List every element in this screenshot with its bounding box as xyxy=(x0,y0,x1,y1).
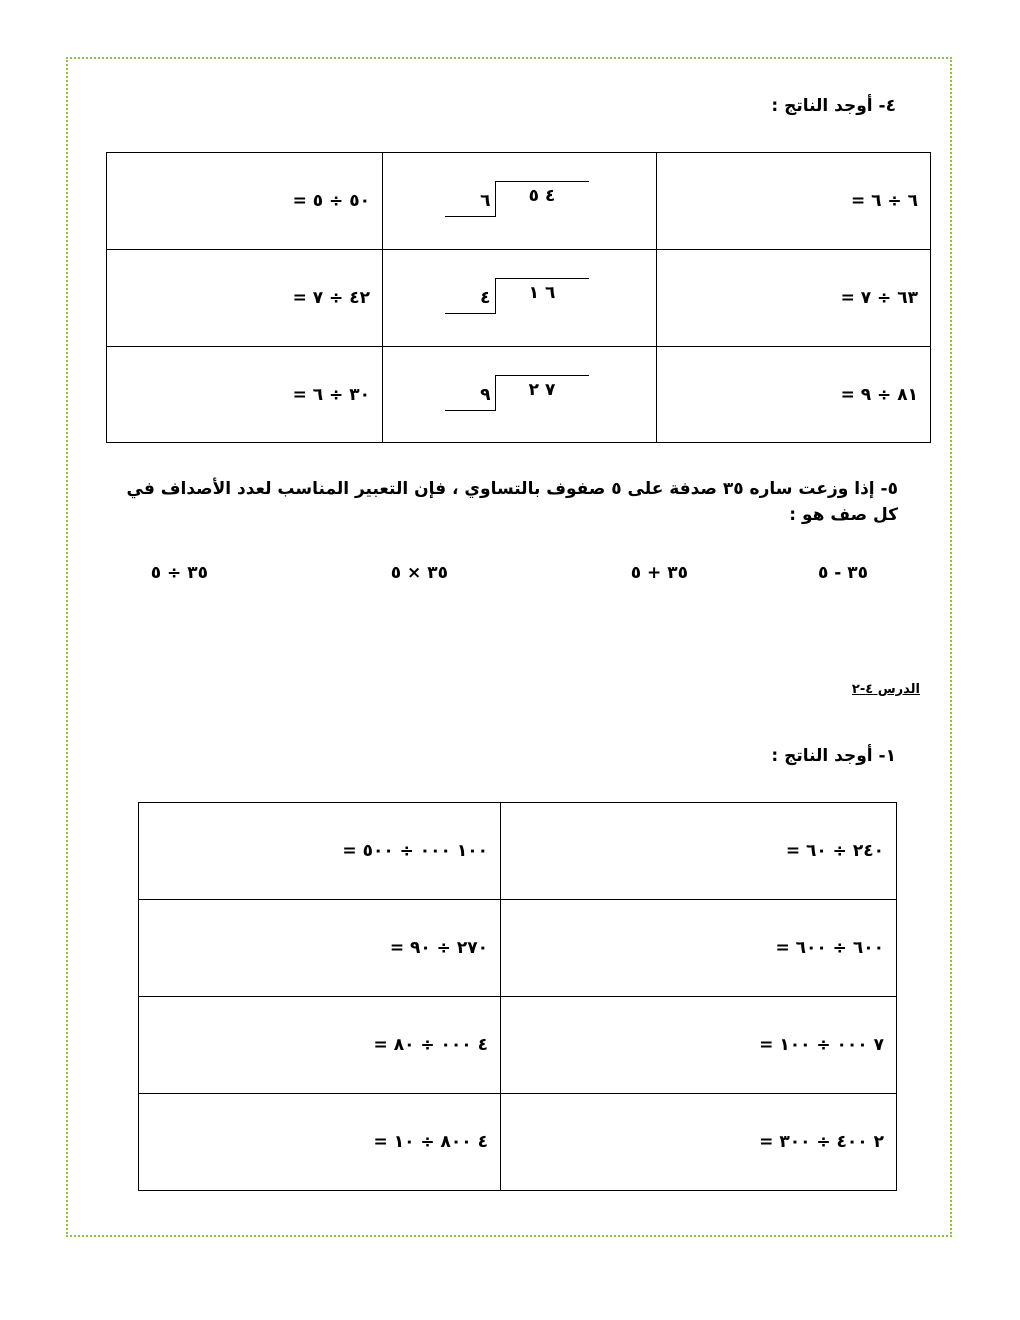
problem-cell[interactable]: ٣٠ ÷ ٦ = xyxy=(107,347,383,443)
table-row xyxy=(139,1094,897,1191)
problem-cell[interactable]: ٢٧٠ ÷ ٩٠ = xyxy=(139,900,501,997)
long-division xyxy=(445,278,595,318)
question-4-table xyxy=(106,152,931,443)
problem-cell[interactable]: ٢٤٠ ÷ ٦٠ = xyxy=(501,803,897,900)
divisor: ٩ xyxy=(445,385,495,411)
question-1-table xyxy=(138,802,897,1191)
problem-cell[interactable]: ٢ ٤٠٠ ÷ ٣٠٠ = xyxy=(501,1094,897,1191)
problem-cell[interactable]: ٤ ٠٠٠ ÷ ٨٠ = xyxy=(139,997,501,1094)
long-division xyxy=(445,181,595,221)
option-divide[interactable]: ٣٥ ÷ ٥ xyxy=(150,563,208,583)
problem-cell[interactable]: ٧ ٠٠٠ ÷ ١٠٠ = xyxy=(501,997,897,1094)
dividend: ٤ ٥ xyxy=(495,181,589,207)
table-row xyxy=(139,900,897,997)
problem-cell[interactable]: ٦٣ ÷ ٧ = xyxy=(657,250,931,347)
long-division-cell[interactable] xyxy=(383,250,657,347)
long-division xyxy=(445,375,595,415)
table-row xyxy=(107,347,931,443)
table-row xyxy=(139,803,897,900)
table-row xyxy=(107,153,931,250)
table-row xyxy=(107,250,931,347)
problem-cell[interactable]: ٥٠ ÷ ٥ = xyxy=(107,153,383,250)
question-5-text: ٥- إذا وزعت ساره ٣٥ صدفة على ٥ صفوف بالتساوي ، فإن التعبير المناسب لعدد الأصداف في كل صف هو : xyxy=(126,479,898,525)
dividend: ٧ ٢ xyxy=(495,375,589,401)
problem-cell[interactable]: ٨١ ÷ ٩ = xyxy=(657,347,931,443)
problem-cell[interactable]: ٦ ÷ ٦ = xyxy=(657,153,931,250)
dividend: ٦ ١ xyxy=(495,278,589,304)
divisor: ٦ xyxy=(445,191,495,217)
problem-cell[interactable]: ٦٠٠ ÷ ٦٠٠ = xyxy=(501,900,897,997)
lesson-label: الدرس ٤-٢ xyxy=(851,682,920,697)
option-add[interactable]: ٣٥ + ٥ xyxy=(630,563,688,583)
option-subtract[interactable]: ٣٥ - ٥ xyxy=(817,563,868,583)
problem-cell[interactable]: ٤ ٨٠٠ ÷ ١٠ = xyxy=(139,1094,501,1191)
problem-cell[interactable]: ١٠٠ ٠٠٠ ÷ ٥٠٠ = xyxy=(139,803,501,900)
question-4-title: ٤- أوجد الناتج : xyxy=(771,96,896,116)
problem-cell[interactable]: ٤٢ ÷ ٧ = xyxy=(107,250,383,347)
option-multiply[interactable]: ٣٥ × ٥ xyxy=(390,563,448,583)
divisor: ٤ xyxy=(445,288,495,314)
table-row xyxy=(139,997,897,1094)
question-1-title: ١- أوجد الناتج : xyxy=(771,746,896,766)
long-division-cell[interactable] xyxy=(383,347,657,443)
long-division-cell[interactable] xyxy=(383,153,657,250)
